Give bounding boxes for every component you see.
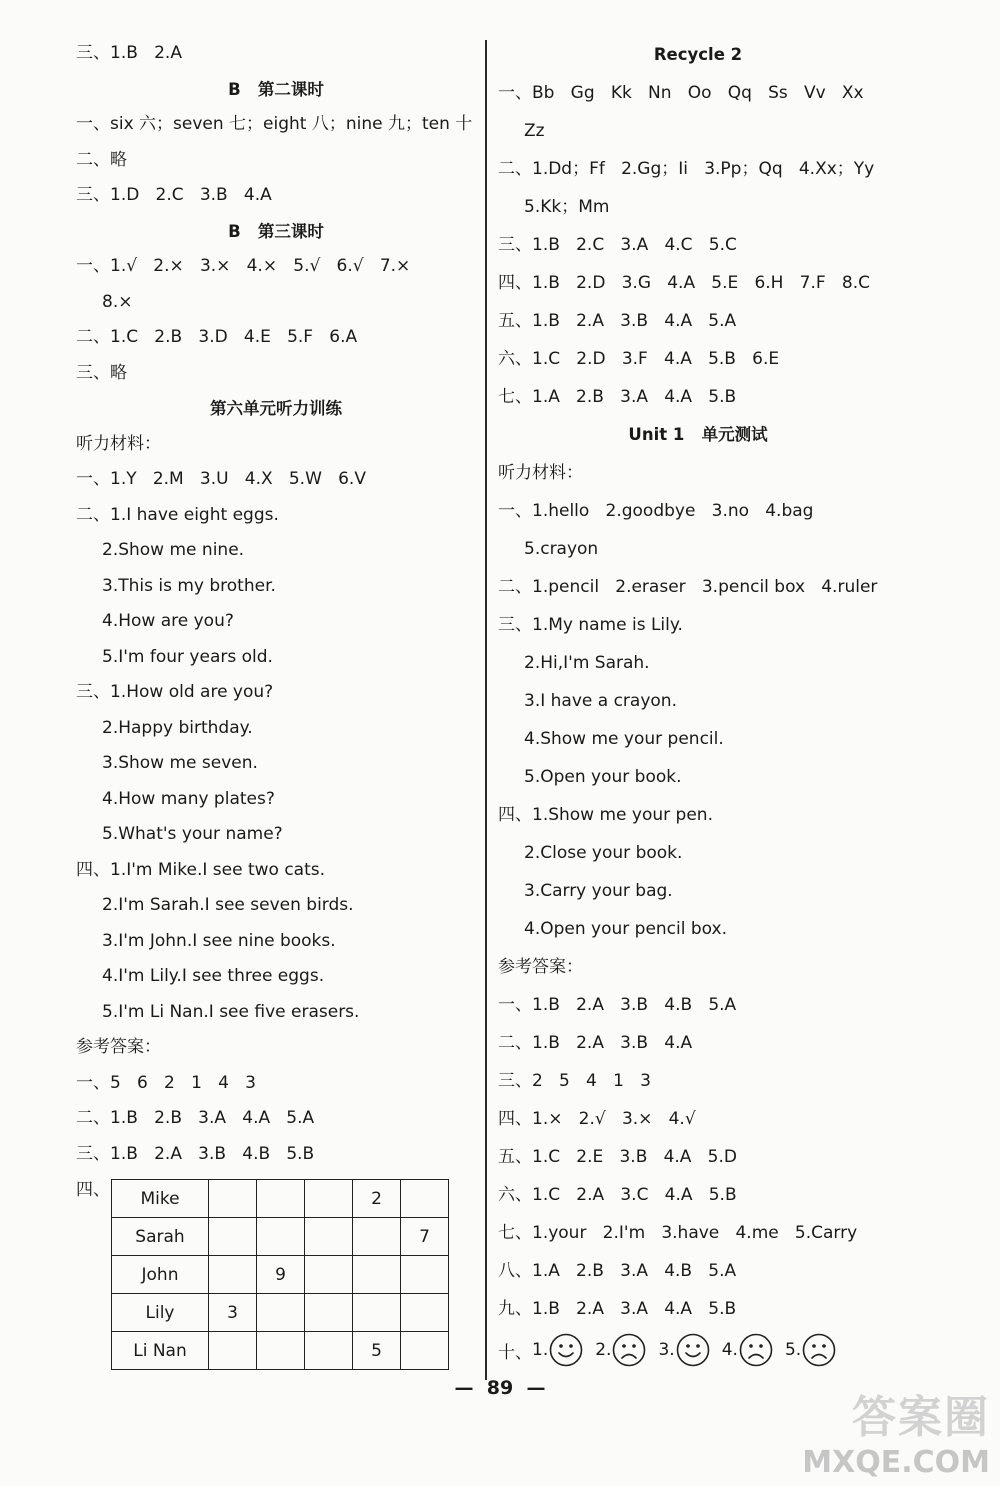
smiley-face-icon bbox=[676, 1333, 710, 1367]
answer-line: 4.Open your pencil box. bbox=[524, 919, 728, 939]
table-cell bbox=[209, 1218, 257, 1256]
table-cell bbox=[305, 1256, 353, 1294]
sad-face-icon bbox=[612, 1333, 646, 1367]
answer-line: 三、1.D 2.C 3.B 4.A bbox=[76, 185, 272, 205]
table-cell bbox=[401, 1332, 449, 1370]
table-cell bbox=[305, 1180, 353, 1218]
answer-line: 五、1.B 2.A 3.B 4.A 5.A bbox=[498, 311, 737, 331]
table-row-name: John bbox=[112, 1256, 209, 1294]
answer-line: 参考答案： bbox=[76, 1037, 161, 1057]
answer-line: 五、1.C 2.E 3.B 4.A 5.D bbox=[498, 1147, 737, 1167]
face-number: 3. bbox=[658, 1340, 675, 1360]
face-number: 2. bbox=[595, 1340, 612, 1360]
table-row-name: Sarah bbox=[112, 1218, 209, 1256]
section-heading: Unit 1 单元测试 bbox=[628, 425, 768, 444]
answer-line: 2.Hi,I'm Sarah. bbox=[524, 653, 650, 673]
answer-line: 2.I'm Sarah.I see seven birds. bbox=[102, 895, 354, 915]
table-cell: 5 bbox=[353, 1332, 401, 1370]
face-answer bbox=[532, 1333, 583, 1367]
answer-line: 八、1.A 2.B 3.A 4.B 5.A bbox=[498, 1261, 737, 1281]
answer-line: 二、略 bbox=[76, 149, 127, 170]
answer-line: 一、5 6 2 1 4 3 bbox=[76, 1072, 256, 1093]
sad-face-icon bbox=[802, 1333, 836, 1367]
table-row bbox=[112, 1218, 449, 1256]
section-heading: Recycle 2 bbox=[653, 45, 743, 64]
table-cell bbox=[257, 1332, 305, 1370]
face-answer bbox=[658, 1333, 709, 1367]
answer-line: 四、1.Show me your pen. bbox=[498, 805, 713, 825]
answer-line: 一、1.√ 2.× 3.× 4.× 5.√ 6.√ 7.× bbox=[76, 256, 411, 276]
smiley-face-icon bbox=[549, 1333, 583, 1367]
section-heading: B 第三课时 bbox=[228, 221, 324, 241]
table-cell bbox=[401, 1294, 449, 1332]
table-cell: 7 bbox=[401, 1218, 449, 1256]
table-cell bbox=[353, 1256, 401, 1294]
table-cell bbox=[353, 1218, 401, 1256]
table-row bbox=[112, 1332, 449, 1370]
right-column bbox=[498, 36, 898, 1372]
answer-line: 4.Show me your pencil. bbox=[524, 729, 724, 749]
answer-line: 2.Happy birthday. bbox=[102, 717, 253, 738]
answer-line: 3.Carry your bag. bbox=[524, 881, 673, 901]
answer-line: 5.I'm four years old. bbox=[102, 646, 273, 667]
face-answer bbox=[595, 1333, 646, 1367]
table-row bbox=[112, 1180, 449, 1218]
face-number: 5. bbox=[784, 1340, 802, 1360]
answer-line: 三、1.B 2.A bbox=[76, 43, 182, 63]
table-section-label: 四、 bbox=[76, 1180, 110, 1200]
answer-line: Zz bbox=[524, 121, 545, 141]
answer-line: 二、1.B 2.A 3.B 4.A bbox=[498, 1033, 693, 1053]
answer-line: 5.Open your book. bbox=[524, 767, 682, 787]
answer-line: 4.How are you? bbox=[102, 611, 234, 631]
section-heading: B 第二课时 bbox=[228, 79, 324, 99]
answer-line: 5.What's your name? bbox=[102, 824, 283, 844]
answer-line: 8.× bbox=[102, 291, 133, 312]
answer-line: 3.This is my brother. bbox=[102, 575, 276, 596]
answer-line: 三、1.How old are you? bbox=[76, 682, 274, 702]
answer-line: 三、2 5 4 1 3 bbox=[498, 1071, 651, 1091]
watermark-url: MXQE.COM bbox=[802, 1445, 990, 1480]
face-answer bbox=[785, 1333, 836, 1367]
answer-line: 一、1.Y 2.M 3.U 4.X 5.W 6.V bbox=[76, 469, 366, 489]
answer-line: 5.Kk；Mm bbox=[524, 197, 610, 217]
table-row bbox=[112, 1256, 449, 1294]
answer-line: 二、1.I have eight eggs. bbox=[76, 504, 279, 525]
answer-line: 3.I'm John.I see nine books. bbox=[102, 930, 336, 951]
face-number: 4. bbox=[721, 1340, 738, 1360]
answer-line: 四、1.× 2.√ 3.× 4.√ bbox=[498, 1109, 696, 1129]
table-cell bbox=[209, 1180, 257, 1218]
answer-line: 三、略 bbox=[76, 362, 127, 383]
answer-line: 2.Show me nine. bbox=[102, 540, 245, 560]
answer-line: 七、1.your 2.I'm 3.have 4.me 5.Carry bbox=[498, 1223, 858, 1243]
answer-line: 三、1.My name is Lily. bbox=[498, 615, 683, 635]
answer-line: 二、1.Dd；Ff 2.Gg；Ii 3.Pp；Qq 4.Xx；Yy bbox=[498, 159, 875, 179]
table-cell bbox=[401, 1256, 449, 1294]
table-cell bbox=[209, 1256, 257, 1294]
table-cell bbox=[257, 1294, 305, 1332]
table-cell bbox=[257, 1180, 305, 1218]
answer-line: 二、1.C 2.B 3.D 4.E 5.F 6.A bbox=[76, 327, 358, 347]
table-cell bbox=[257, 1218, 305, 1256]
answer-line: 九、1.B 2.A 3.A 4.A 5.B bbox=[498, 1299, 737, 1319]
answer-line: 二、1.pencil 2.eraser 3.pencil box 4.ruler bbox=[498, 577, 878, 597]
column-divider bbox=[485, 40, 487, 1380]
table-cell bbox=[353, 1294, 401, 1332]
face-answer bbox=[722, 1333, 773, 1367]
answer-line: 3.I have a crayon. bbox=[524, 691, 677, 711]
answer-line: 4.How many plates? bbox=[102, 788, 275, 809]
table-cell bbox=[401, 1180, 449, 1218]
answer-line: 六、1.C 2.D 3.F 4.A 5.B 6.E bbox=[498, 349, 780, 369]
answer-line: 三、1.B 2.C 3.A 4.C 5.C bbox=[498, 235, 737, 255]
section-heading: 第六单元听力训练 bbox=[210, 399, 342, 418]
watermark-logo: 答案圈 bbox=[852, 1392, 990, 1443]
table-cell: 3 bbox=[209, 1294, 257, 1332]
answer-line: 听力材料： bbox=[76, 433, 161, 454]
table-row-name: Mike bbox=[112, 1180, 209, 1218]
table-cell bbox=[305, 1332, 353, 1370]
answer-line: 三、1.B 2.A 3.B 4.B 5.B bbox=[76, 1143, 315, 1164]
answer-line: 七、1.A 2.B 3.A 4.A 5.B bbox=[498, 387, 737, 407]
page-number: — 89 — bbox=[454, 1377, 546, 1399]
answer-line: 一、1.B 2.A 3.B 4.B 5.A bbox=[498, 995, 737, 1015]
faces-row-label: 十、 bbox=[498, 1342, 532, 1363]
table-cell: 2 bbox=[353, 1180, 401, 1218]
answer-line: 二、1.B 2.B 3.A 4.A 5.A bbox=[76, 1108, 315, 1128]
faces-row bbox=[498, 1328, 898, 1372]
answer-line: 5.I'm Li Nan.I see five erasers. bbox=[102, 1001, 360, 1022]
answer-line: 2.Close your book. bbox=[524, 843, 683, 863]
answer-line: 四、1.I'm Mike.I see two cats. bbox=[76, 859, 326, 880]
table-cell bbox=[209, 1332, 257, 1370]
answer-line: 一、Bb Gg Kk Nn Oo Qq Ss Vv Xx bbox=[498, 83, 864, 103]
answer-line: 听力材料： bbox=[498, 463, 583, 483]
face-number: 1. bbox=[532, 1340, 549, 1360]
watermark bbox=[802, 1381, 990, 1480]
answer-line: 参考答案： bbox=[498, 957, 583, 977]
table-row-name: Li Nan bbox=[112, 1332, 209, 1370]
answer-table bbox=[111, 1179, 449, 1370]
answer-line: 5.crayon bbox=[524, 539, 599, 559]
left-column bbox=[76, 36, 476, 1172]
table-cell bbox=[305, 1294, 353, 1332]
answer-line: 一、six 六；seven 七；eight 八；nine 九；ten 十 bbox=[76, 114, 473, 134]
answer-line: 六、1.C 2.A 3.C 4.A 5.B bbox=[498, 1185, 737, 1205]
sad-face-icon bbox=[739, 1333, 773, 1367]
table-row bbox=[112, 1294, 449, 1332]
answer-line: 3.Show me seven. bbox=[102, 753, 258, 773]
answer-line: 四、1.B 2.D 3.G 4.A 5.E 6.H 7.F 8.C bbox=[498, 273, 870, 293]
answer-line: 一、1.hello 2.goodbye 3.no 4.bag bbox=[498, 501, 814, 521]
table-cell bbox=[305, 1218, 353, 1256]
table-row-name: Lily bbox=[112, 1294, 209, 1332]
answer-line: 4.I'm Lily.I see three eggs. bbox=[102, 966, 325, 986]
table-cell: 9 bbox=[257, 1256, 305, 1294]
